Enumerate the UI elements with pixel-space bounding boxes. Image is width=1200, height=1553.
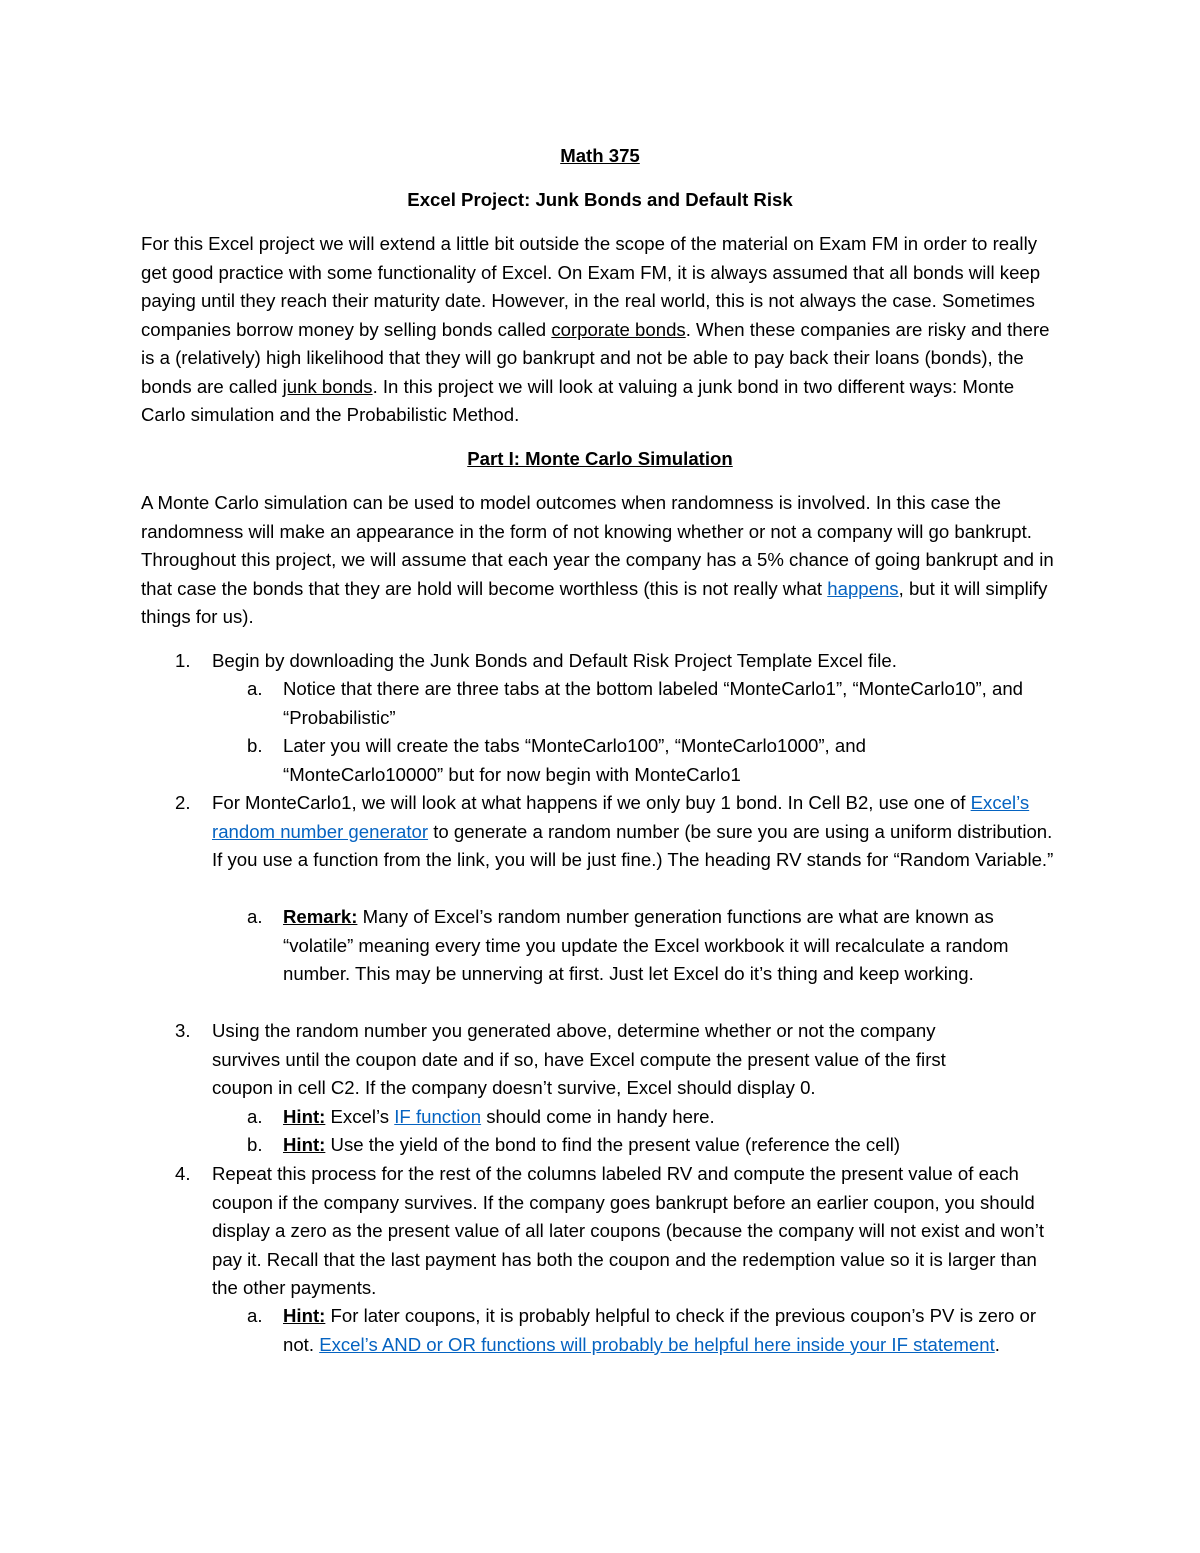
- step-3-number: 3.: [175, 1020, 191, 1041]
- step-1a-text: Notice that there are three tabs at the bottom labeled “MonteCarlo1”, “MonteCarlo10”, and “Probabilistic”: [283, 678, 1024, 728]
- step-1-text: Begin by downloading the Junk Bonds and Default Risk Project Template Excel file.: [212, 650, 897, 671]
- step-3b-body: Use the yield of the bond to find the present value (reference the cell): [325, 1134, 901, 1155]
- step-1b-letter: b.: [247, 735, 263, 756]
- step-2-text-2: to generate a random number (be sure you are using a uniform distribution. If you use a function from the link, you will be just fine.) The heading RV stands for “Random Variable.”: [212, 820, 1054, 870]
- remark-text: Many of Excel’s random number generation functions are what are known as “volatile” meaning every time you update the Excel workbook it will recalculate a random number. This may be unnerving at first. Just let Excel do it’s thing and keep working.: [283, 906, 1009, 984]
- step-4a-text-1: For later coupons, it is probably helpful to check if the previous coupon’s PV is zero or not.: [283, 1305, 1037, 1355]
- step-3a-text-1: Excel’s: [325, 1106, 395, 1127]
- step-3b-text: [283, 1131, 1063, 1160]
- and-or-functions-link[interactable]: Excel’s AND or OR functions will probably be helpful here inside your IF statement: [319, 1333, 995, 1355]
- step-2a-letter: a.: [247, 906, 263, 927]
- part1-paragraph: [141, 489, 1061, 632]
- step-3a-letter: a.: [247, 1106, 263, 1127]
- corporate-bonds-term: corporate bonds: [551, 318, 686, 340]
- part1-heading: Part I: Monte Carlo Simulation: [467, 448, 733, 469]
- random-number-generator-link[interactable]: Excel’s random number generator: [212, 792, 1030, 842]
- happens-link[interactable]: happens: [827, 577, 899, 599]
- hint-label: Hint:: [283, 1305, 326, 1326]
- step-2-text: [212, 789, 1062, 875]
- intro-paragraph: [141, 230, 1061, 430]
- step-4a-text: [283, 1302, 1063, 1359]
- step-3b-letter: b.: [247, 1134, 263, 1155]
- junk-bonds-term: junk bonds: [282, 375, 373, 397]
- intro-text-2: . When these companies are risky and there is a (relatively) high likelihood that they will go bankrupt and not be able to pay back their loans (bonds), the bonds are called: [141, 318, 1050, 397]
- step-3a-text: [283, 1103, 1063, 1132]
- step-4a-text-2: .: [994, 1333, 1000, 1355]
- step-4-number: 4.: [175, 1163, 191, 1184]
- step-4-text: Repeat this process for the rest of the columns labeled RV and compute the present value of each coupon if the company survives. If the company goes bankrupt before an earlier coupon, you should display a zero as the present value of all later coupons (because the company will not exist and won’t pay it. Recall that the last payment has both the coupon and the redemption value so it is larger than the other payments.: [212, 1163, 1045, 1298]
- intro-text-1: For this Excel project we will extend a little bit outside the scope of the material on Exam FM in order to really get good practice with some functionality of Excel. On Exam FM, it is always assumed that all bonds will keep paying until they reach their maturity date. However, in the real world, this is not always the case. Sometimes companies borrow money by selling bonds called: [141, 233, 1041, 340]
- if-function-link[interactable]: IF function: [394, 1106, 482, 1127]
- step-3-text: Using the random number you generated above, determine whether or not the company survives until the coupon date and if so, have Excel compute the present value of the first coupon in cell C2. If the company doesn’t survive, Excel should display 0.: [212, 1020, 946, 1098]
- step-1b-text: Later you will create the tabs “MonteCarlo100”, “MonteCarlo1000”, and “MonteCarlo10000” but for now begin with MonteCarlo1: [283, 735, 866, 785]
- step-2a-text: [283, 903, 1053, 989]
- remark-label: Remark:: [283, 906, 358, 927]
- part1-text-1: A Monte Carlo simulation can be used to model outcomes when randomness is involved. In this case the randomness will make an appearance in the form of not knowing whether or not a company will go bankrupt. Throughout this project, we will assume that each year the company has a 5% chance of going bankrupt and in that case the bonds that they are hold will become worthless (this is not really what: [141, 492, 1054, 599]
- intro-text-3: . In this project we will look at valuing a junk bond in two different ways: Monte Carlo simulation and the Probabilistic Method.: [141, 375, 1015, 425]
- step-4a-letter: a.: [247, 1305, 263, 1326]
- step-1a-letter: a.: [247, 678, 263, 699]
- step-3a-text-2: should come in handy here.: [481, 1106, 715, 1127]
- step-2-text-1: For MonteCarlo1, we will look at what happens if we only buy 1 bond. In Cell B2, use one of: [212, 792, 971, 813]
- step-1-number: 1.: [175, 650, 191, 671]
- step-2-number: 2.: [175, 792, 191, 813]
- hint-label: Hint:: [283, 1134, 326, 1155]
- hint-label: Hint:: [283, 1106, 326, 1127]
- part1-text-2: , but it will simplify things for us).: [141, 577, 1048, 627]
- course-title: Math 375: [560, 145, 640, 166]
- project-title: Excel Project: Junk Bonds and Default Risk: [407, 189, 793, 210]
